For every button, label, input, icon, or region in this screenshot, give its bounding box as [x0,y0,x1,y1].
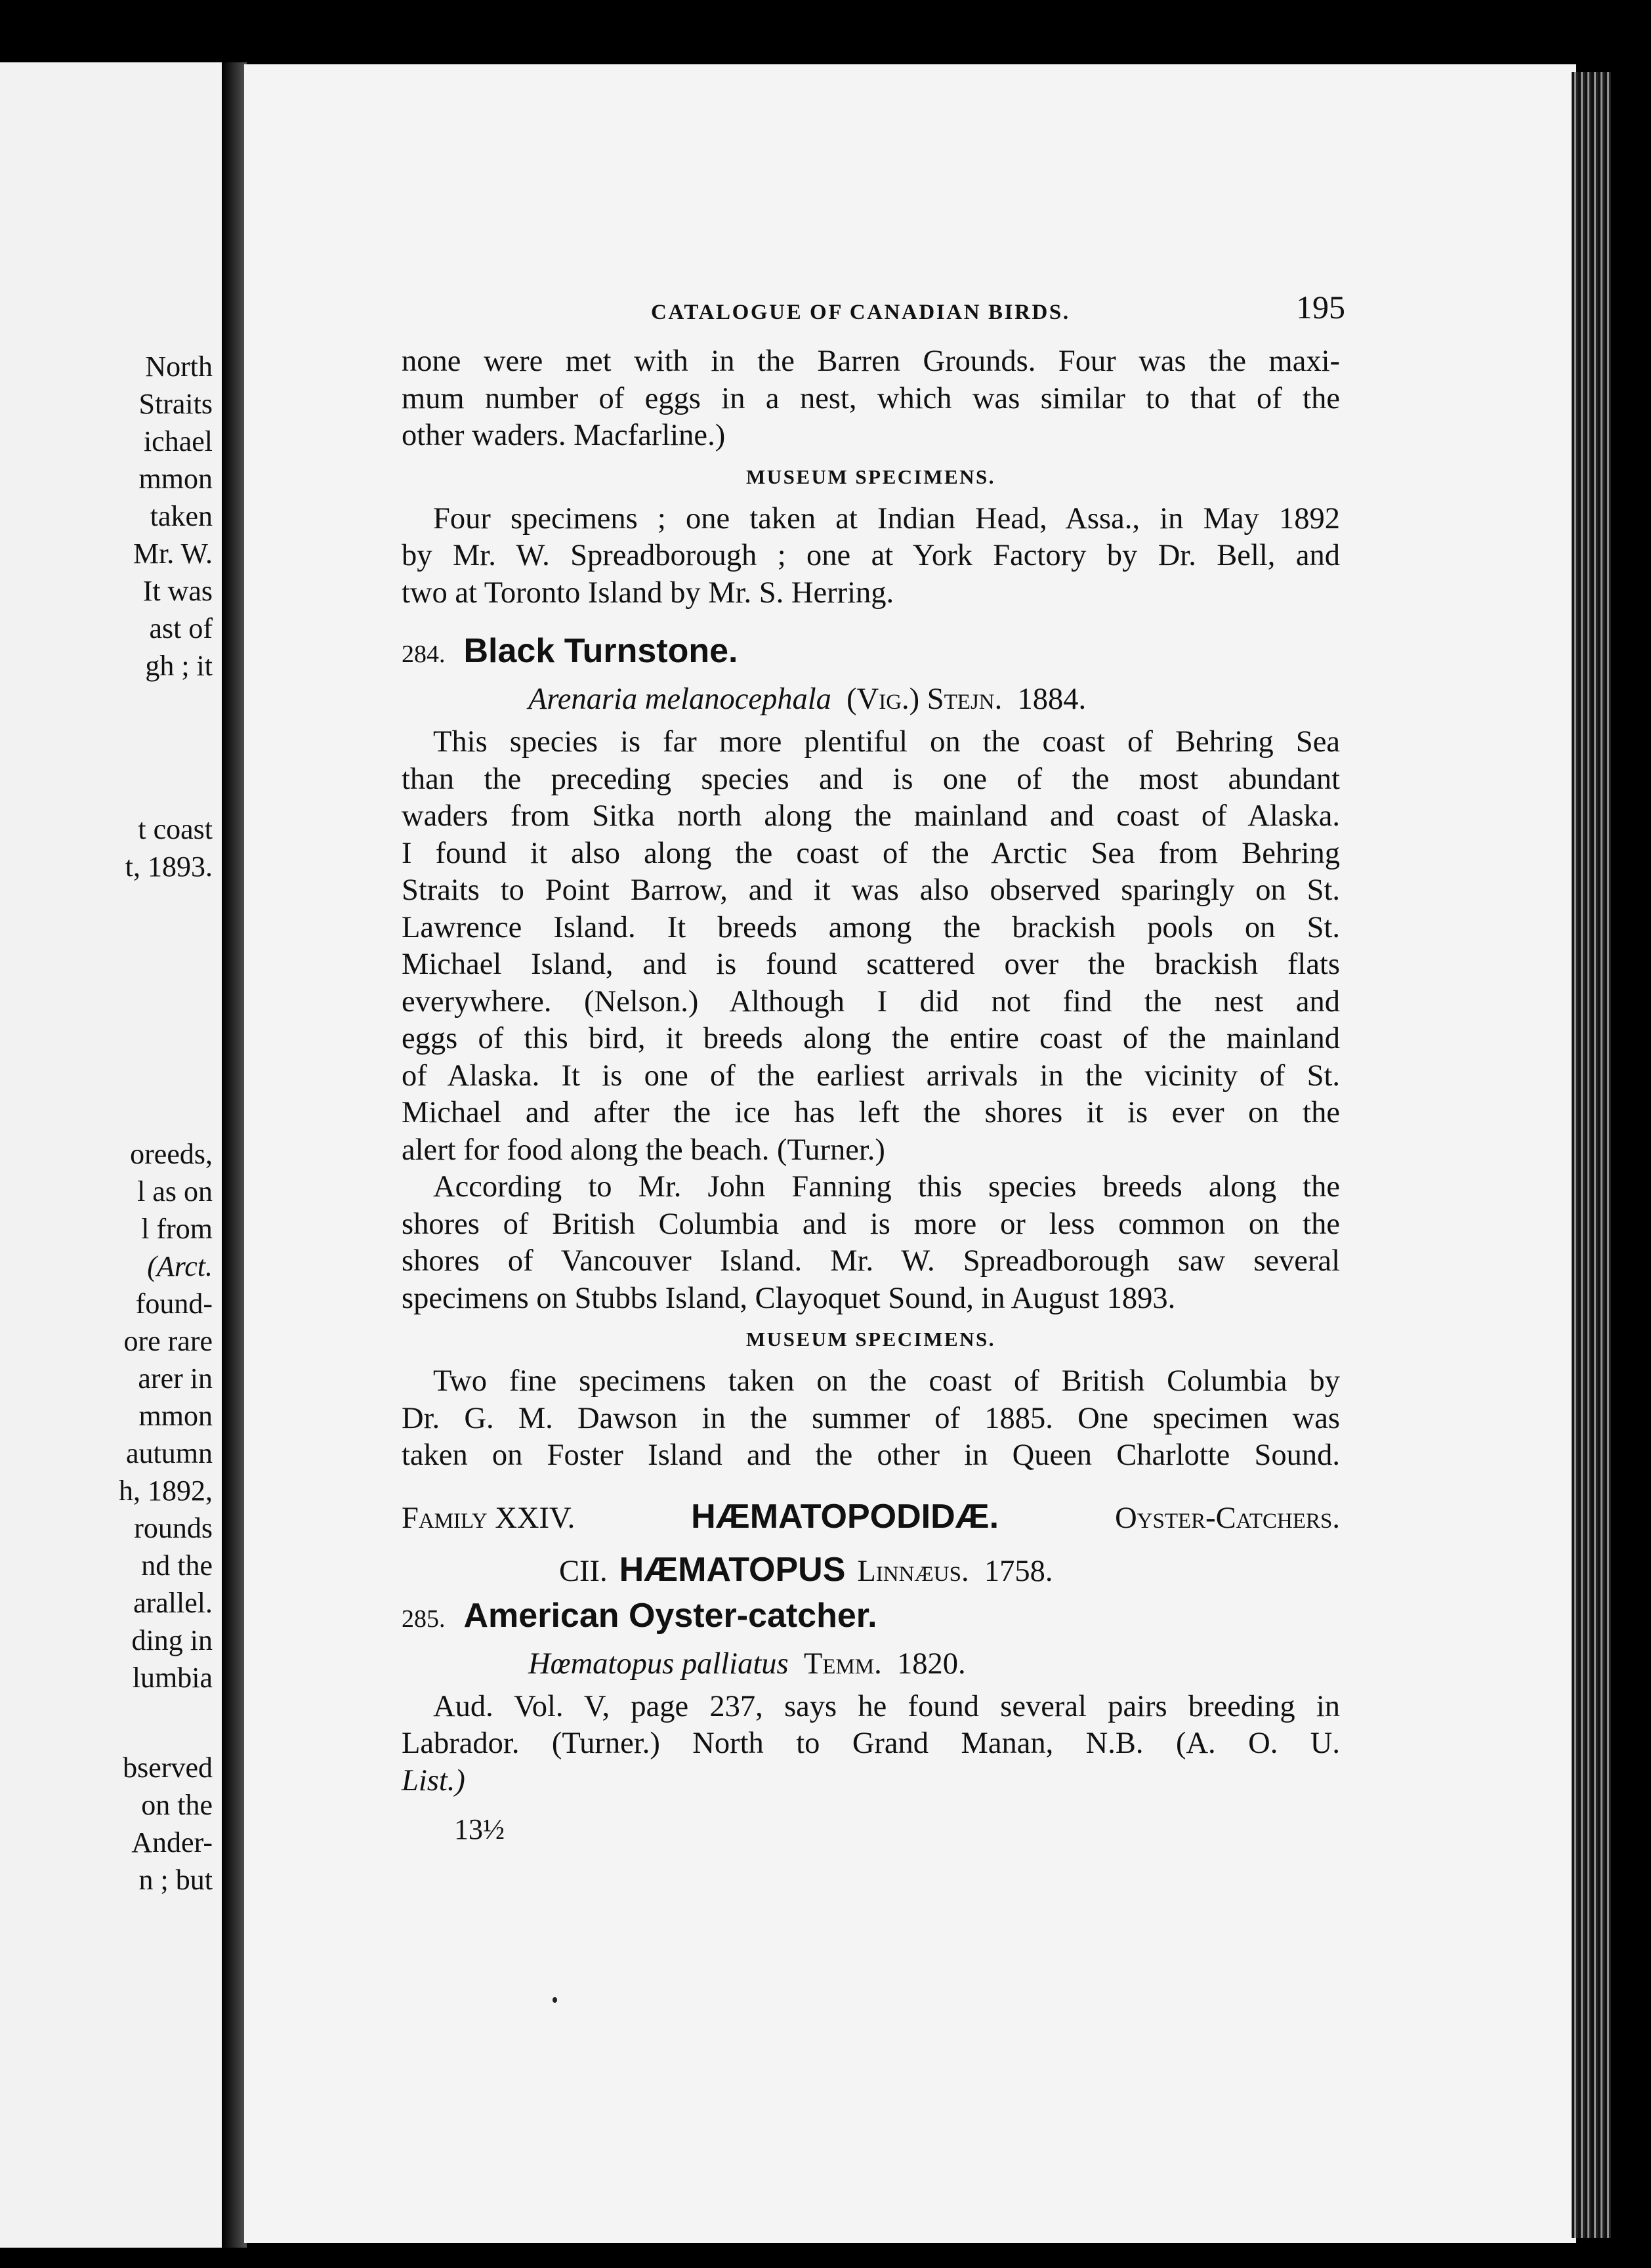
left-page-line: taken [150,500,213,532]
museum-specimens-heading: MUSEUM SPECIMENS. [745,465,996,488]
genus-authority: Linnæus. [857,1555,969,1588]
genus-name: HÆMATOPUS [619,1551,846,1589]
left-page-line: Straits [138,388,213,420]
species-common-name: Black Turnstone. [463,632,738,670]
text-line: shores of British Columbia and is more or less common on the [402,1207,1340,1241]
left-page-line: found- [135,1288,213,1320]
left-page-line: It was [142,575,213,607]
text-line: Lawrence Island. It breeds among the brackish pools on St. [402,910,1340,944]
text-line: eggs of this bird, it breeds along the entire coast of the mainland [402,1022,1340,1055]
left-page-line: Mr. W. [133,537,213,570]
text-line: waders from Sitka north along the mainland and coast of Alaska. [402,799,1340,833]
left-page-line: rounds [134,1512,213,1544]
text-line: taken on Foster Island and the other in Queen Charlotte Sound. [402,1438,1340,1472]
left-page-line: ding in [131,1624,213,1656]
text-line: Straits to Point Barrow, and it was also observed sparingly on St. [402,873,1340,907]
left-page-line: North [145,350,213,383]
text-line: than the preceding species and is one of the most abundant [402,762,1340,796]
text-line: two at Toronto Island by Mr. S. Herring. [402,576,894,610]
left-page-line: mmon [138,1400,213,1432]
species-scientific-name: Arenaria melanocephala [528,682,831,716]
text-line: alert for food along the beach. (Turner.) [402,1133,885,1167]
museum-specimens-paragraph [402,1363,1340,1475]
text-line: Four specimens ; one taken at Indian Head, Assa., in May 1892 [433,501,1340,536]
book-gutter [222,62,247,2248]
running-head [402,289,1345,343]
genus-year: 1758. [984,1555,1053,1588]
left-page-line: oreeds, [130,1138,213,1170]
species-heading-284 [402,631,1340,674]
species-heading-285 [402,1596,1340,1639]
left-page-line: l from [141,1213,213,1245]
left-page-line: on the [141,1789,213,1821]
left-page-line: arallel. [133,1587,213,1619]
text-line: mum number of eggs in a nest, which was similar to that of the [402,381,1340,415]
page-stack-edge [1572,72,1611,2238]
left-page-line: t coast [138,813,213,845]
intro-paragraph [402,343,1340,455]
left-page-line: mmon [138,463,213,495]
species-284-description [402,724,1340,1169]
text-line: Michael and after the ice has left the shores it is ever on the [402,1096,1340,1129]
family-label: Family XXIV. [402,1501,575,1535]
left-page-line: l as on [137,1175,213,1208]
page-number: 195 [1296,289,1345,326]
text-line: Dr. G. M. Dawson in the summer of 1885. One specimen was [402,1401,1340,1435]
species-number: 284. [402,640,446,668]
text-line: everywhere. (Nelson.) Although I did not find the nest and [402,984,1340,1018]
text-line: by Mr. W. Spreadborough ; one at York Factory by Dr. Bell, and [402,539,1340,572]
left-page-line: (Arct. [147,1250,213,1282]
text-line: of Alaska. It is one of the earliest arrivals in the vicinity of St. [402,1059,1340,1093]
text-line: shores of Vancouver Island. Mr. W. Spreadborough saw several [402,1244,1340,1278]
genus-heading [402,1551,1340,1591]
species-authority: (Vig.) Stejn. [846,682,1003,716]
species-authority: Temm. [803,1647,882,1681]
text-line: Aud. Vol. V, page 237, says he found several pairs breeding in [433,1689,1340,1723]
species-year: 1820. [896,1647,966,1681]
left-page-line: nd the [141,1549,213,1582]
museum-specimens-paragraph [402,501,1340,612]
left-page-text-block [123,1749,213,1899]
species-common-name: American Oyster-catcher. [463,1596,877,1635]
species-scientific-name: Hœmatopus palliatus [528,1647,789,1681]
text-line: Labrador. (Turner.) North to Grand Manan, N.B. (A. O. U. [402,1727,1340,1760]
left-page-text-block [133,348,213,684]
text-line: I found it also along the coast of the Arctic Sea from Behring [402,836,1340,870]
genus-number: CII. [559,1555,608,1588]
left-page-line: autumn [126,1437,213,1469]
left-page-line: bserved [123,1752,213,1784]
running-head-title: CATALOGUE OF CANADIAN BIRDS. [651,301,1070,324]
left-page-line: Ander- [131,1826,213,1858]
text-line: Michael Island, and is found scattered over the brackish flats [402,948,1340,981]
left-page-line: ichael [143,425,213,457]
signature-mark: 13½ [454,1813,505,1845]
family-name: HÆMATOPODIDÆ. [691,1497,999,1536]
text-line: other waders. Macfarline.) [402,419,726,452]
left-page-line: lumbia [132,1662,213,1694]
text-line: According to Mr. John Fanning this species breeds along the [433,1170,1340,1204]
book-page [244,64,1576,2243]
museum-specimens-heading: MUSEUM SPECIMENS. [745,1328,996,1351]
family-heading [402,1498,1340,1538]
left-page-line: ore rare [123,1325,213,1357]
left-page-text-block [125,810,213,885]
left-page-line: n ; but [138,1864,213,1896]
left-page-line: h, 1892, [119,1475,213,1507]
left-page-line: ast of [149,612,213,644]
page-text-column [402,289,1345,1849]
species-year: 1884. [1017,682,1087,716]
left-page-line: arer in [138,1362,213,1395]
species-scientific-line [528,681,1340,719]
ink-speck [553,1997,557,2003]
species-284-description-continued [402,1169,1340,1317]
text-line: This species is far more plentiful on the coast of Behring Sea [433,725,1340,759]
family-common-name: Oyster-Catchers. [1115,1501,1340,1535]
text-line: none were met with in the Barren Grounds. Four was the maxi- [402,345,1340,378]
species-number: 285. [402,1605,446,1633]
species-285-description [402,1689,1340,1800]
text-line: List.) [402,1763,465,1797]
left-page-line: t, 1893. [125,850,213,883]
left-page-line: gh ; it [145,650,213,682]
species-scientific-line [528,1645,1340,1683]
text-line: Two fine specimens taken on the coast of British Columbia by [433,1364,1340,1398]
text-line: specimens on Stubbs Island, Clayoquet Sound, in August 1893. [402,1281,1176,1315]
left-page-text-block [119,1135,213,1696]
previous-page-fragment [0,62,222,2248]
